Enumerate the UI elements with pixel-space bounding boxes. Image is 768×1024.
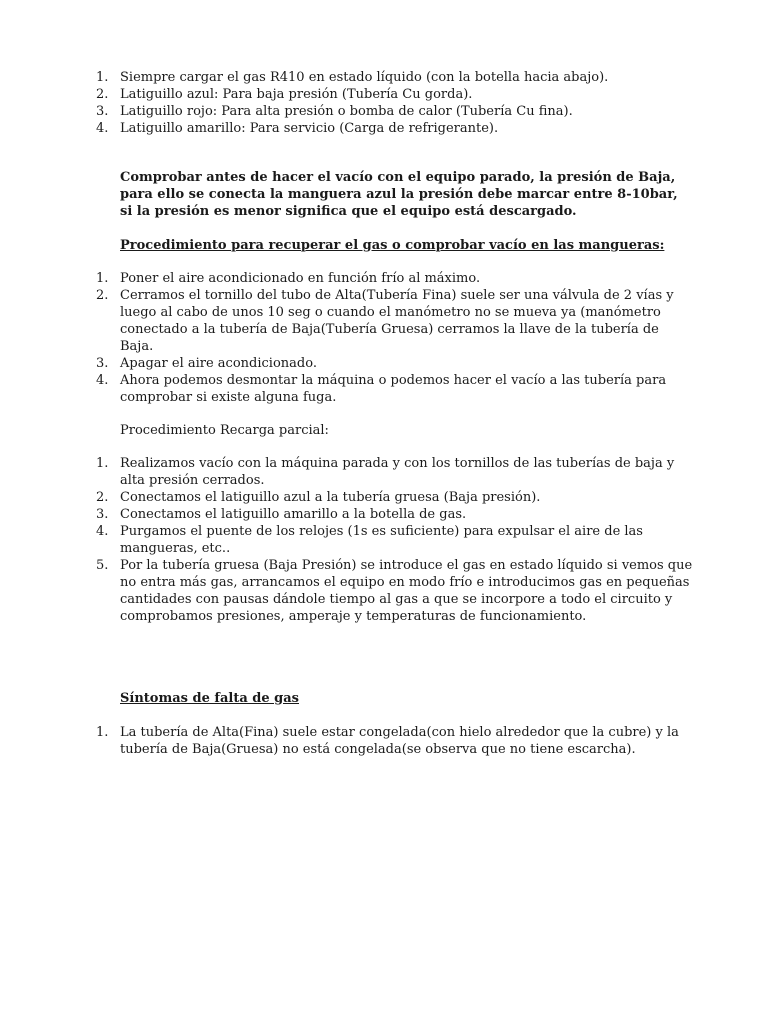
list-text: Ahora podemos desmontar la máquina o podemos hacer el vacío a las tubería para comprobar si existe alguna fuga. [120, 373, 667, 405]
list-item [96, 455, 696, 489]
list-text: Conectamos el latiguillo azul a la tubería gruesa (Baja presión). [120, 490, 541, 505]
list-text: Latiguillo rojo: Para alta presión o bomba de calor (Tubería Cu fina). [120, 104, 573, 119]
list-number: 1. [96, 70, 109, 85]
list-item [96, 270, 696, 287]
list-text: Cerramos el tornillo del tubo de Alta(Tubería Fina) suele ser una válvula de 2 vías y luego al cabo de unos 10 seg o cuando el manómetro no se mueva ya (manómetro conectado a la tubería de Baja(Tubería Gruesa) cerramos la llave de la tubería de Baja. [120, 288, 674, 354]
section-heading-recover: Procedimiento para recuperar el gas o comprobar vacío en las mangueras: [120, 238, 665, 253]
list-number: 2. [96, 87, 109, 102]
list-item [96, 287, 696, 355]
list-number: 1. [96, 456, 109, 471]
symptoms-list [96, 724, 696, 758]
list-item [96, 86, 696, 103]
recharge-list [96, 455, 696, 625]
list-item [96, 489, 696, 506]
list-item [96, 557, 696, 625]
list-number: 5. [96, 558, 109, 573]
list-text: Siempre cargar el gas R410 en estado líquido (con la botella hacia abajo). [120, 70, 609, 85]
list-item [96, 506, 696, 523]
list-item [96, 69, 696, 86]
list-text: Latiguillo azul: Para baja presión (Tubería Cu gorda). [120, 87, 473, 102]
list-number: 1. [96, 271, 109, 286]
list-number: 4. [96, 121, 109, 136]
warning-paragraph: Comprobar antes de hacer el vacío con el equipo parado, la presión de Baja, para ello se conecta la manguera azul la presión debe marcar entre 8-10bar, si la presión es menor significa que el equipo está descargado. [120, 170, 678, 219]
list-item [96, 120, 696, 137]
list-item [96, 355, 696, 372]
list-text: Apagar el aire acondicionado. [120, 356, 317, 371]
list-text: Conectamos el latiguillo amarillo a la botella de gas. [120, 507, 467, 522]
list-number: 3. [96, 507, 109, 522]
list-text: Poner el aire acondicionado en función frío al máximo. [120, 271, 481, 286]
intro-list [96, 69, 696, 137]
list-number: 4. [96, 524, 109, 539]
section-heading-recharge: Procedimiento Recarga parcial: [120, 423, 329, 438]
list-number: 2. [96, 490, 109, 505]
list-number: 3. [96, 356, 109, 371]
list-text: Realizamos vacío con la máquina parada y con los tornillos de las tuberías de baja y alta presión cerrados. [120, 456, 675, 488]
list-text: Purgamos el puente de los relojes (1s es suficiente) para expulsar el aire de las mangueras, etc.. [120, 524, 643, 556]
list-item [96, 103, 696, 120]
list-text: Latiguillo amarillo: Para servicio (Carga de refrigerante). [120, 121, 499, 136]
list-text: La tubería de Alta(Fina) suele estar congelada(con hielo alrededor que la cubre) y la tubería de Baja(Gruesa) no está congelada(se observa que no tiene escarcha). [120, 725, 679, 757]
list-item [96, 523, 696, 557]
section-heading-symptoms: Síntomas de falta de gas [120, 691, 299, 706]
list-item [96, 724, 696, 758]
list-item [96, 372, 696, 406]
recover-list [96, 270, 696, 406]
list-number: 3. [96, 104, 109, 119]
list-text: Por la tubería gruesa (Baja Presión) se introduce el gas en estado líquido si vemos que no entra más gas, arrancamos el equipo en modo frío e introducimos gas en pequeñas cantidades con pausas dándole tiempo al gas a que se incorpore a todo el circuito y comprobamos presiones, amperaje y temperaturas de funcionamiento. [120, 558, 693, 624]
list-number: 1. [96, 725, 109, 740]
list-number: 2. [96, 288, 109, 303]
list-number: 4. [96, 373, 109, 388]
